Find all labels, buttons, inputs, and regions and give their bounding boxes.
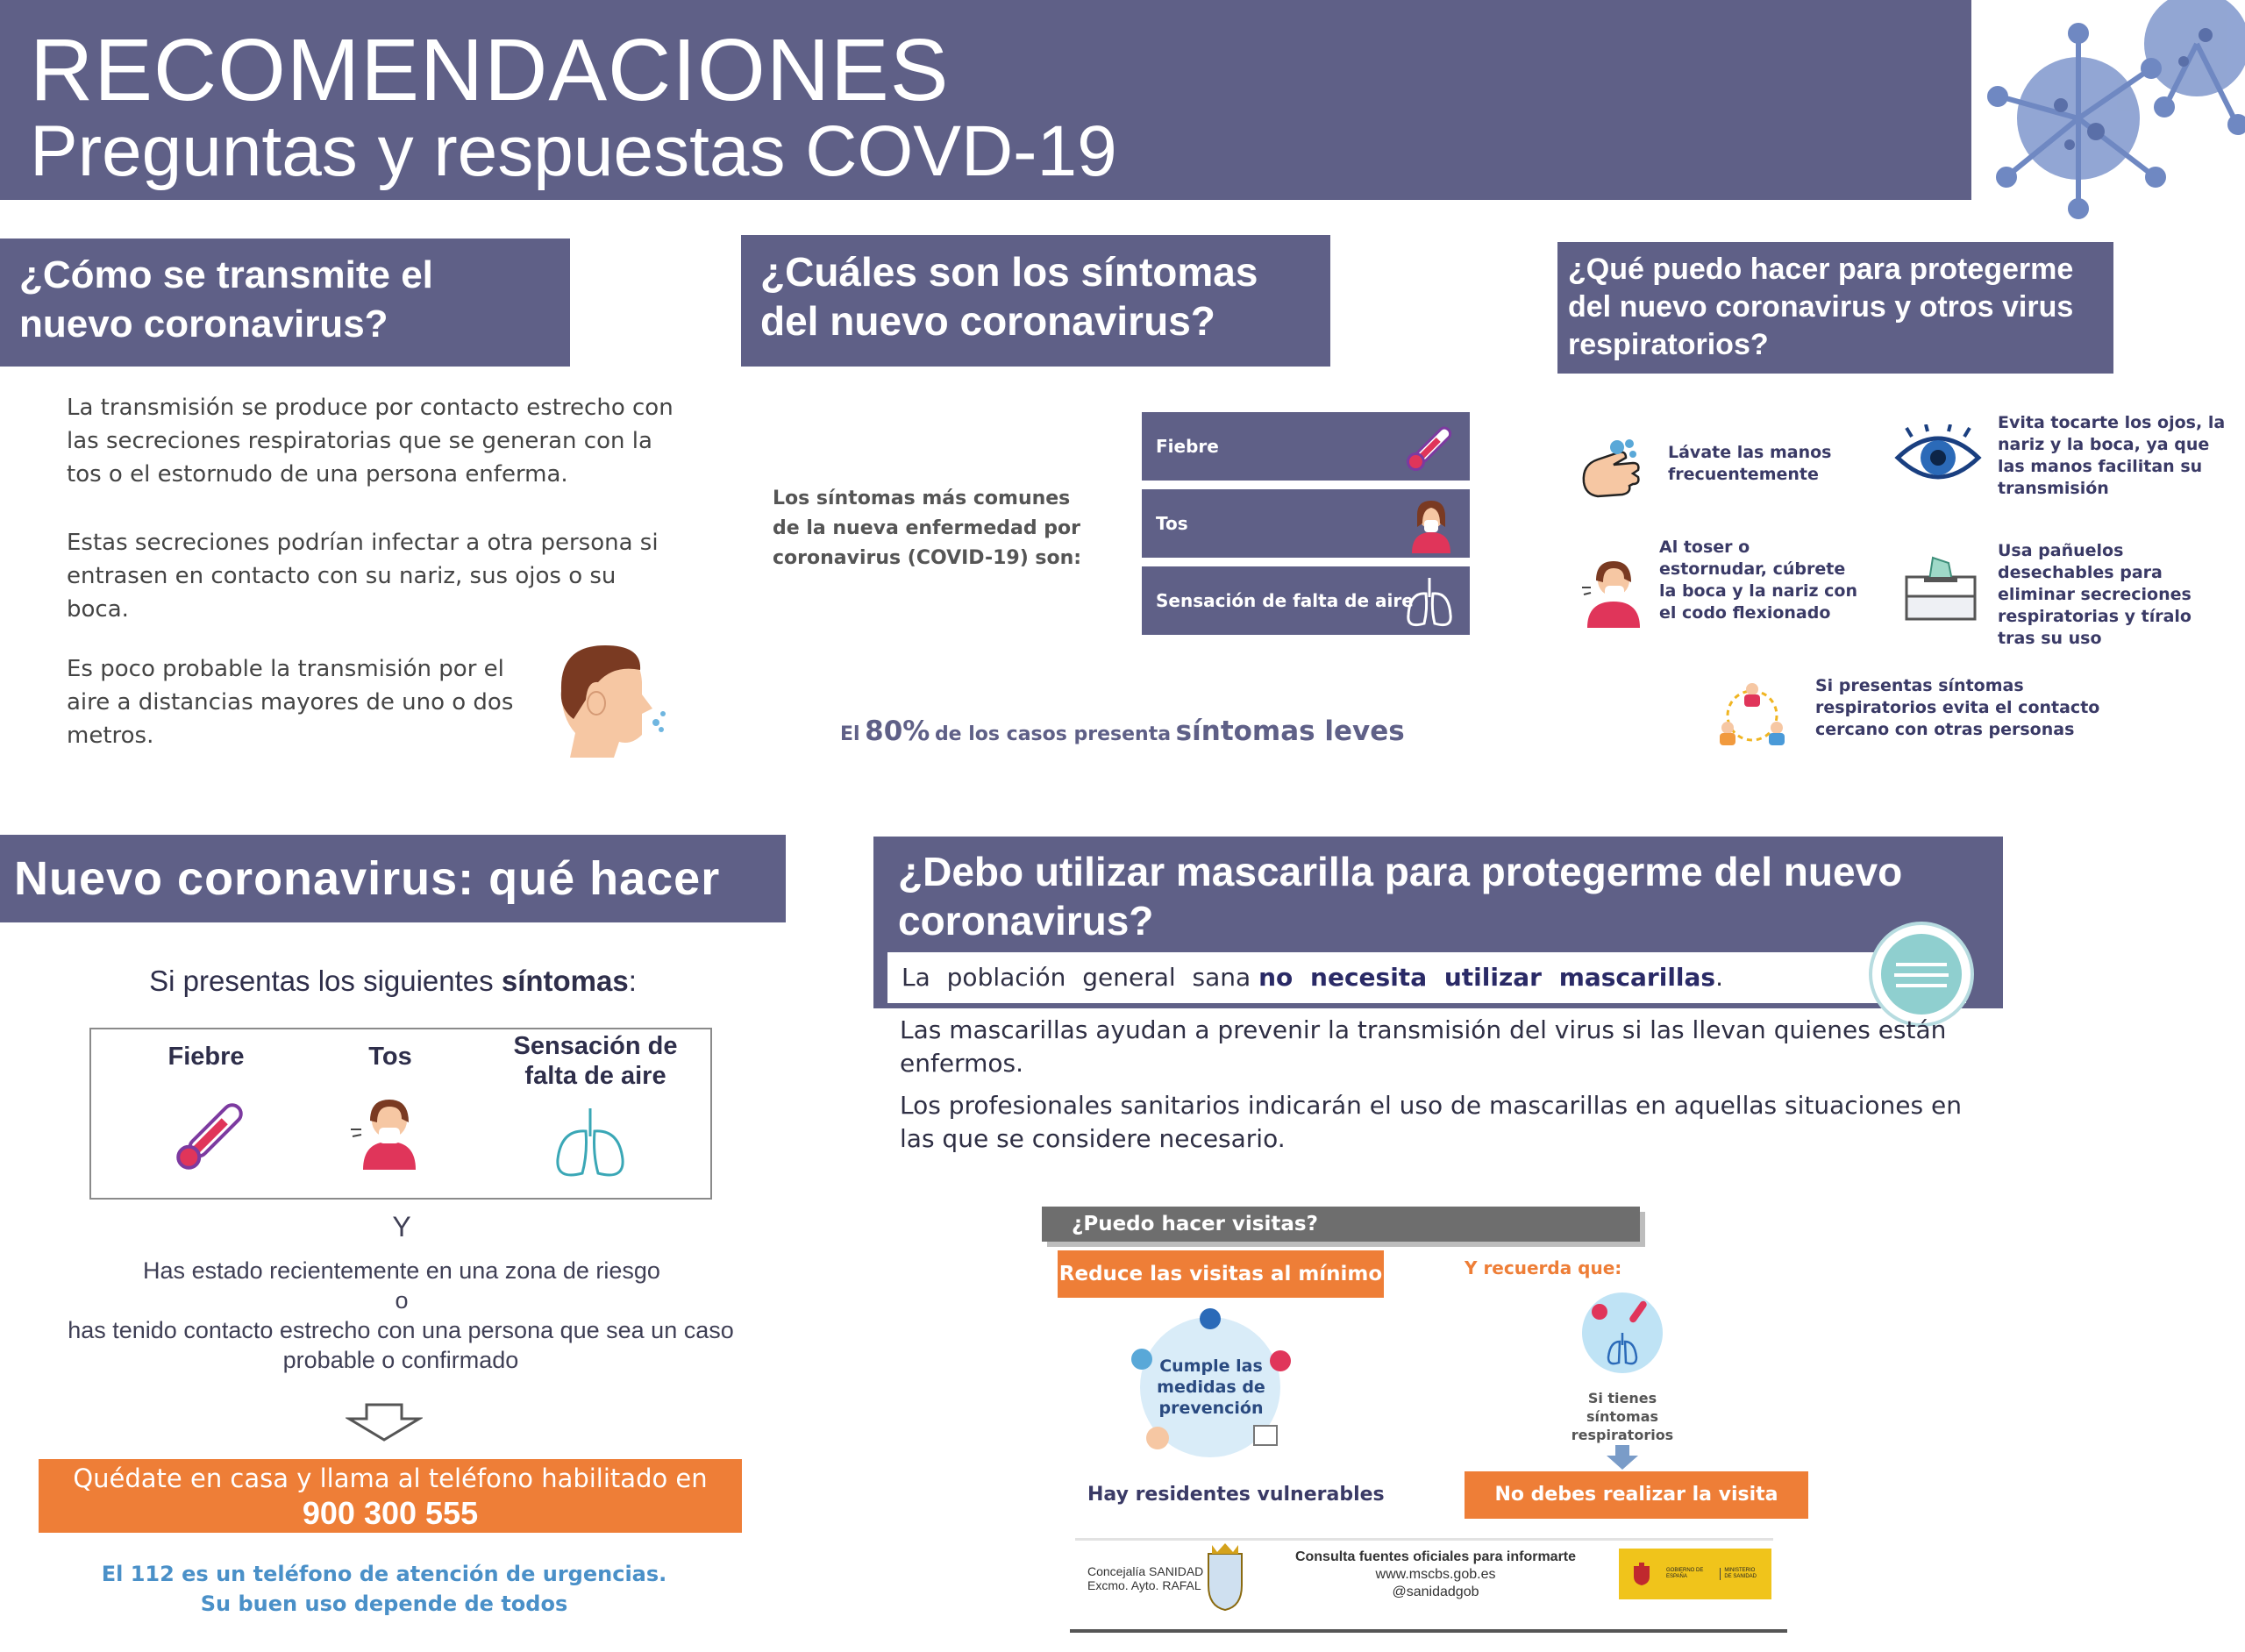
header-banner xyxy=(0,0,1971,200)
footer-mid-line2: www.mscbs.gob.es xyxy=(1375,1567,1496,1582)
sneezing-head-icon xyxy=(544,638,666,758)
gov-logo xyxy=(1619,1549,1771,1599)
emergency-note xyxy=(0,1559,768,1619)
protect-heading: ¿Qué puedo hacer para protegerme del nuevo coronavirus y otros virus respiratorios? xyxy=(1557,242,2113,374)
whattodo-heading: Nuevo coronavirus: qué hacer xyxy=(0,835,786,922)
risk-contact-text: has tenido contacto estrecho con una persona que sea un caso probable o confirmado xyxy=(68,1317,734,1373)
thermometer-icon-2 xyxy=(165,1096,256,1175)
intro-pre: Si presentas los siguientes xyxy=(149,965,502,997)
symptom-bar-breath xyxy=(1142,566,1470,635)
visits-heading: ¿Puedo hacer visitas? xyxy=(1042,1207,1640,1242)
page-subtitle: Preguntas y respuestas COVD-19 xyxy=(30,111,1117,191)
protect-contact: Si presentas síntomas respiratorios evita el contacto cercano con otras personas xyxy=(1815,676,2100,739)
down-arrow-icon xyxy=(346,1403,423,1443)
no-visit-box: No debes realizar la visita xyxy=(1465,1471,1808,1519)
protect-wash: Lávate las manos frecuentemente xyxy=(1668,443,1832,484)
protect-cough: Al toser o estornudar, cúbrete la boca y la nariz con el codo flexionado xyxy=(1659,538,1857,623)
stat-mid: de los casos presenta xyxy=(934,723,1172,745)
gov-text-2: MINISTERIO DE SANIDAD xyxy=(1720,1568,1758,1580)
col-cough: Tos xyxy=(368,1043,412,1071)
vulnerable-text: Hay residentes vulnerables xyxy=(1087,1484,1385,1506)
symptom-bar-fever xyxy=(1142,412,1470,481)
coughing-person-icon xyxy=(1405,497,1457,553)
virus-icon xyxy=(1973,0,2245,254)
protect-eyes: Evita tocarte los ojos, la nariz y la boca, ya que las manos facilitan su transmisión xyxy=(1998,413,2226,498)
coughing-person-icon-2 xyxy=(347,1094,426,1170)
or-text: o xyxy=(395,1287,409,1314)
phone-number: 900 300 555 xyxy=(302,1495,479,1531)
stay-home-box xyxy=(39,1459,742,1533)
symptoms-stat xyxy=(840,716,1405,747)
footer-divider-bottom xyxy=(1070,1629,1787,1633)
mask-heading: ¿Debo utilizar mascarilla para protegerme del nuevo coronavirus? xyxy=(873,837,2003,1008)
mask-p1-post: . xyxy=(1715,963,1723,992)
protect-tissue: Usa pañuelos desechables para eliminar secreciones respiratorias y tíralo tras su uso xyxy=(1998,541,2192,648)
symptom-fever-label: Fiebre xyxy=(1156,436,1219,457)
eye-icon xyxy=(1894,424,1982,491)
mask-p1-pre: La población general sana xyxy=(902,963,1251,992)
symptom-cough-label: Tos xyxy=(1156,513,1188,534)
symptom-bar-cough xyxy=(1142,489,1470,558)
transmission-p1: La transmisión se produce por contacto estrecho con las secreciones respiratorias que se generan con la tos o el estornudo de una persona enferma. xyxy=(67,395,674,488)
transmission-heading: ¿Cómo se transmite el nuevo coronavirus? xyxy=(0,239,570,367)
gov-text-1: GOBIERNO DE ESPAÑA xyxy=(1665,1568,1704,1579)
col-breath: Sensación de falta de aire xyxy=(513,1032,678,1090)
transmission-p2: Estas secreciones podrían infectar a otra persona si entrasen en contacto con su nariz, sus ojos o su boca. xyxy=(67,530,659,623)
page-title: RECOMENDACIONES xyxy=(30,21,950,119)
prevention-text: Cumple las medidas de prevención xyxy=(1157,1356,1265,1418)
arrow-down-small-icon xyxy=(1607,1445,1638,1470)
intro-post: : xyxy=(628,965,637,997)
col-fever: Fiebre xyxy=(167,1043,245,1071)
lungs-icon-2 xyxy=(549,1107,631,1180)
reduce-visits: Reduce las visitas al mínimo xyxy=(1058,1250,1384,1298)
sneeze-elbow-icon xyxy=(1580,556,1647,628)
mask-p2: Las mascarillas ayudan a prevenir la transmisión del virus si las llevan quienes están enfermos. xyxy=(900,1015,1947,1078)
note-good-use: Su buen uso depende de todos xyxy=(200,1591,568,1616)
symptoms-note: Si tienes síntomas respiratorios xyxy=(1571,1390,1674,1443)
footer-mid-line1: Consulta fuentes oficiales para informarte xyxy=(1294,1549,1577,1564)
and-text: Y xyxy=(392,1211,411,1243)
transmission-p3: Es poco probable la transmisión por el aire a distancias mayores de uno o dos metros. xyxy=(67,656,514,749)
thermometer-icon xyxy=(1401,420,1457,476)
municipal-crest-icon xyxy=(1203,1542,1247,1612)
stat-end: síntomas leves xyxy=(1175,716,1405,747)
mask-p3: Los profesionales sanitarios indicarán el uso de mascarillas en aquellas situaciones en las que se considere necesario. xyxy=(900,1091,1962,1153)
symptoms-circle-icon xyxy=(1580,1291,1664,1375)
mask-p1 xyxy=(887,952,1966,1003)
footer-mid xyxy=(1265,1549,1607,1601)
symptoms-heading: ¿Cuáles son los síntomas del nuevo coronavirus? xyxy=(741,235,1330,367)
distance-people-icon xyxy=(1717,680,1787,751)
stay-home-text: Quédate en casa y llama al teléfono habilitado en xyxy=(73,1463,708,1493)
footer-mid-line3: @sanidadgob xyxy=(1392,1584,1479,1599)
whattodo-intro xyxy=(0,965,786,998)
footer-left xyxy=(1087,1564,1203,1592)
symptom-breath-label: Sensación de falta de aire xyxy=(1156,590,1414,611)
risk-zone-text: Has estado recientemente en una zona de riesgo xyxy=(143,1257,660,1284)
footer-divider-top xyxy=(1075,1538,1773,1541)
stat-pre: El xyxy=(840,723,860,745)
tissue-box-icon xyxy=(1903,551,1978,626)
mask-p1-bold: no necesita utilizar mascarillas xyxy=(1258,963,1716,992)
note-112: El 112 es un teléfono de atención de urgencias. xyxy=(101,1562,667,1586)
lungs-icon xyxy=(1401,574,1457,630)
footer-left-line1: Concejalía SANIDAD xyxy=(1087,1564,1204,1578)
footer-left-line2: Excmo. Ayto. RAFAL xyxy=(1087,1578,1201,1592)
stat-percent: 80% xyxy=(865,716,930,747)
symptoms-intro: Los síntomas más comunes de la nueva enfermedad por coronavirus (COVID-19) son: xyxy=(773,488,1082,569)
hand-washing-icon xyxy=(1579,435,1645,502)
spain-shield-icon xyxy=(1632,1563,1651,1585)
intro-bold: síntomas xyxy=(501,965,629,997)
remember-label: Y recuerda que: xyxy=(1465,1257,1622,1278)
